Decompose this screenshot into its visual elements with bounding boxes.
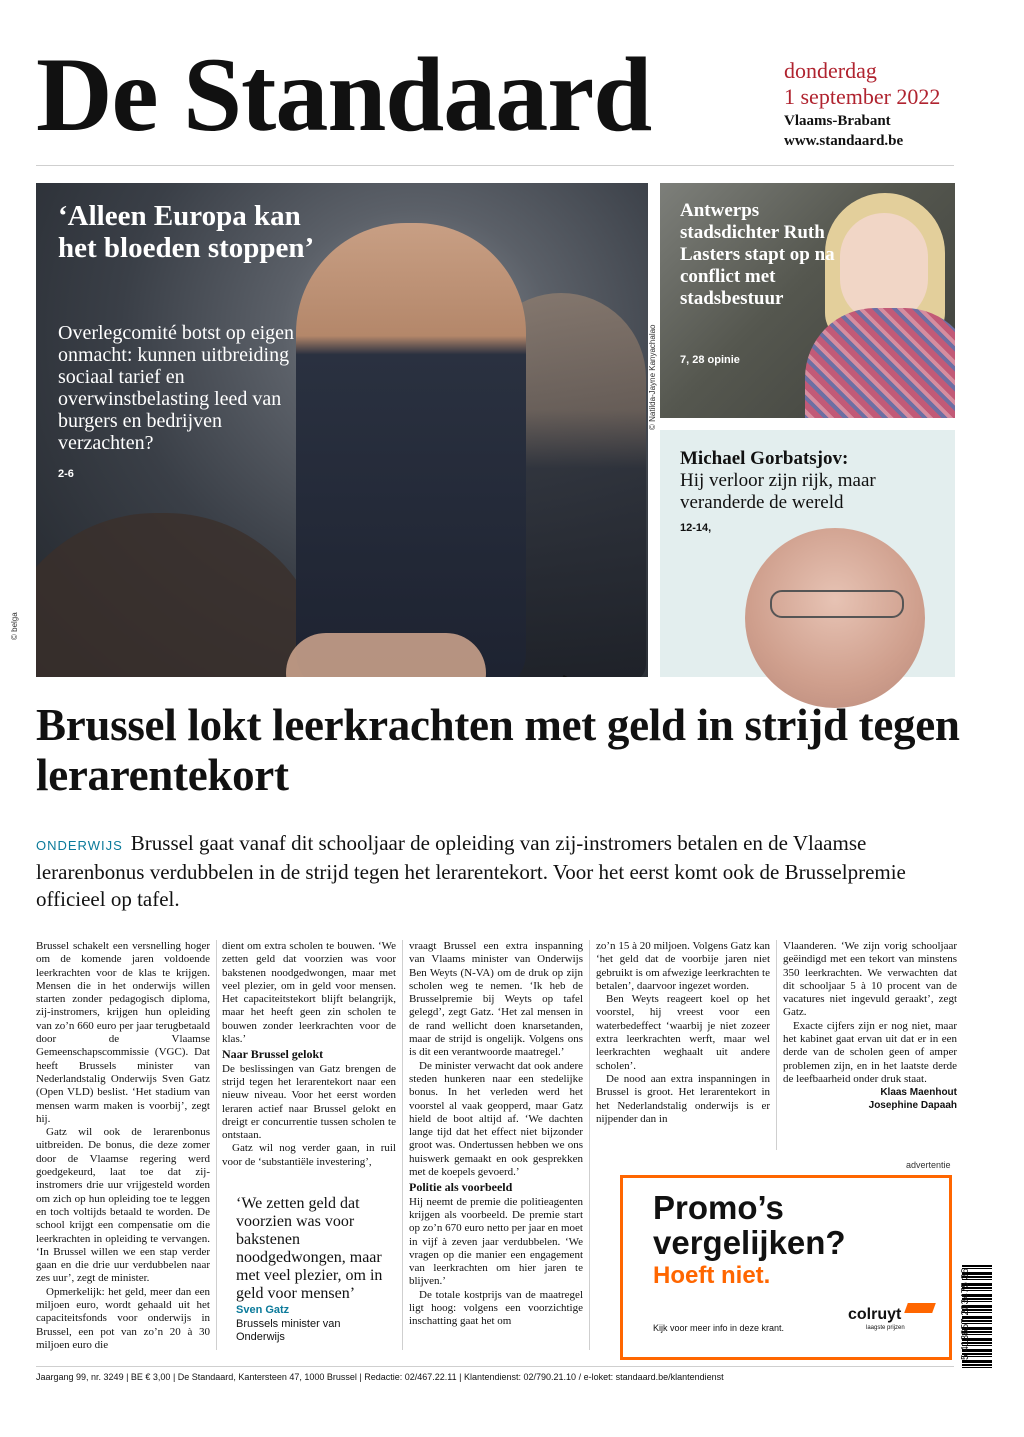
article-paragraph: De beslissingen van Gatz brengen de strijd tegen het lerarentekort naar een nieuw niveau. Voor het eerst worden leraren actief naar Brussel gelokt en dreigt er concurrentie tussen scholen te ontstaan. bbox=[222, 1062, 396, 1142]
pull-quote-role: Brussels minister van Onderwijs bbox=[236, 1318, 341, 1343]
advert-headline: Promo’s vergelijken? bbox=[653, 1189, 846, 1261]
pull-quote-name: Sven Gatz bbox=[236, 1304, 290, 1316]
masthead-day: donderdag bbox=[784, 58, 877, 83]
article-paragraph: Opmerkelijk: het geld, meer dan een miljoen euro, wordt gehaald uit het capaciteitsfonds voor onderwijs in Brussel, een pot van zo’n 20 à 30 miljoen euro die bbox=[36, 1285, 210, 1351]
footer-info: Jaargang 99, nr. 3249 | BE € 3,00 | De Standaard, Kantersteen 47, 1000 Brussel | Redactie: 02/467.22.11 | Klantendienst: 02/790.21.10 / e-loket: standaard.be/klantendienst bbox=[36, 1372, 724, 1382]
advert-label: advertentie bbox=[906, 1160, 951, 1170]
side-story-1-photo-credit: © Natilda-Jayne Kanyachalao bbox=[648, 324, 657, 430]
column-divider bbox=[216, 940, 217, 1350]
column-divider bbox=[402, 940, 403, 1350]
article-paragraph: Brussel schakelt een versnelling hoger om de komende jaren voldoende leerkrachten voor de klas te krijgen. Mensen die in het onderwijs willen starten zonder pedagogisch diploma, zij-instromers, krijgen hun opleiding van zo’n 660 euro per jaar terugbetaald door de Vlaamse Gemeenschapscommissie (VGC). Dat heeft Brussels minister van Nederlandstalig Onderwijs Sven Gatz (Open VLD) beslist. ‘Het stadium van mensen warm maken is voorbij’, zegt hij. bbox=[36, 940, 210, 1125]
side-story-2-photo bbox=[745, 528, 925, 708]
author-name: Klaas Maenhout bbox=[880, 1087, 957, 1099]
article-paragraph: Hij neemt de premie die politieagenten krijgen als voorbeeld. De premie start op zo’n 670 euro netto per jaar en moet in vijf à zeven jaar verdubbelen. ‘We vragen op die manier een engagement van leerkrachten om hier jaren te blijven.’ bbox=[409, 1195, 583, 1288]
photo-hands bbox=[286, 633, 486, 677]
column-divider bbox=[776, 940, 777, 1150]
masthead-region: Vlaams-Brabant bbox=[784, 113, 891, 129]
lead-story-pages: 2-6 bbox=[58, 468, 74, 480]
side-story-2-pages: 12-14, bbox=[680, 522, 712, 534]
main-intro bbox=[36, 830, 976, 913]
photo-figure-main bbox=[296, 223, 526, 677]
photo-figure-foreground bbox=[36, 513, 326, 677]
section-tag: ONDERWIJS bbox=[36, 838, 123, 853]
article-paragraph: dient om extra scholen te bouwen. ‘We zetten geld dat voorzien was voor bakstenen noodgedwongen, maar met veel plezier, om in geld voor mensen. Het capaciteitstekort blijft belangrijk, maar het heeft geen zin scholen te bouwen zonder leerkrachten voor de klas.’ bbox=[222, 940, 396, 1046]
article-paragraph: De minister verwacht dat ook andere steden hunkeren naar een stedelijke bonus. In het verleden werd het voorstel al vaak geopperd, maar Gatz hield de boot altijd af. ‘We dachten lange tijd dat het effect niet bijzonder groot was. Ondertussen hebben we ons huiswerk gemaakt en ook gesprekken met de koepels gevoerd.’ bbox=[409, 1059, 583, 1179]
article-column-4 bbox=[596, 940, 770, 1126]
masthead-title: De Standaard bbox=[36, 36, 652, 153]
article-paragraph: De totale kostprijs van de maatregel ligt hoog: volgens een voorzichtige inschatting gaat het om bbox=[409, 1288, 583, 1328]
article-column-1 bbox=[36, 940, 210, 1352]
barcode-number: 5 413657 203475 36 bbox=[960, 1268, 971, 1360]
article-subheading: Naar Brussel gelokt bbox=[222, 1047, 324, 1062]
colruyt-logo-mark-icon bbox=[904, 1303, 936, 1313]
advert-footnote: Kijk voor meer info in deze krant. bbox=[653, 1323, 785, 1333]
advert-tagline: Hoeft niet. bbox=[653, 1262, 771, 1289]
lead-story-summary: Overlegcomité botst op eigen onmacht: kunnen uitbreiding sociaal tarief en overwinstbelasting leed van burgers en bedrijven verzachten? bbox=[58, 322, 295, 454]
article-column-5 bbox=[783, 940, 957, 1112]
article-paragraph: Exacte cijfers zijn er nog niet, maar het kabinet gaat ervan uit dat er in een derde van de scholen geen of amper problemen zijn, en in het laatste derde de leefbaarheid onder druk staat. bbox=[783, 1019, 957, 1085]
article-column-2 bbox=[222, 940, 396, 1169]
photo-glasses bbox=[770, 590, 904, 618]
masthead-rule bbox=[36, 165, 954, 166]
advert-brand: colruyt bbox=[848, 1306, 902, 1323]
article-paragraph: Ben Weyts reageert koel op het voorstel, hij vreest voor een waterbedeffect ‘waarbij je niet zozeer extra leerkrachten werft, maar wel leerkrachten weghaalt uit andere scholen’. bbox=[596, 993, 770, 1072]
column-divider bbox=[589, 940, 590, 1350]
footer-rule bbox=[36, 1366, 954, 1367]
masthead-date: 1 september 2022 bbox=[784, 84, 941, 109]
author-name: Josephine Dapaah bbox=[868, 1100, 957, 1112]
advert-brand-sub: laagste prijzen bbox=[866, 1325, 905, 1331]
article-column-3 bbox=[409, 940, 583, 1329]
photo-face bbox=[840, 213, 928, 323]
side-story-1-title[interactable]: Antwerps stadsdichter Ruth Lasters stapt op na conflict met stadsbestuur bbox=[680, 200, 835, 309]
side-story-2-subtitle: Hij verloor zijn rijk, maar veranderde de wereld bbox=[680, 470, 876, 513]
article-paragraph: De nood aan extra inspanningen in Brussel is groot. Het lerarentekort in het Nederlandstalig onderwijs is er nijpender dan in bbox=[596, 1072, 770, 1125]
article-paragraph: Gatz wil ook de lerarenbonus uitbreiden. De bonus, die deze zomer door de Vlaamse regering werd goedgekeurd, laat toe dat zij-instromers drie uur vrijgesteld worden om zich op hun opleiding toe te leggen en toch voltijds betaald te worden. De school krijgt een compensatie om die leerkrachten in opleiding te vervangen. ‘In Brussel willen we een stap verder gaan en die drie uur verdubbelen naar zes uur’, zegt de minister. bbox=[36, 1126, 210, 1285]
article-paragraph: Vlaanderen. ‘We zijn vorig schooljaar geëindigd met een tekort van minstens 350 leerkrachten. We verwachten dat dit schooljaar 5 à 10 procent van de vacatures niet ingevuld geraakt’, zegt Gatz. bbox=[783, 940, 957, 1019]
lead-photo-credit: © belga bbox=[10, 612, 19, 640]
article-paragraph: Gatz wil nog verder gaan, in ruil voor de ‘substantiële investering’, bbox=[222, 1142, 396, 1168]
main-headline[interactable]: Brussel lokt leerkrachten met geld in strijd tegen lerarentekort bbox=[36, 700, 960, 800]
lead-story-title[interactable]: ‘Alleen Europa kan het bloeden stoppen’ bbox=[58, 200, 315, 264]
side-story-2-name[interactable]: Michael Gorbatsjov: bbox=[680, 448, 849, 469]
masthead-url[interactable]: www.standaard.be bbox=[784, 133, 904, 149]
article-paragraph: zo’n 15 à 20 miljoen. Volgens Gatz kan ‘het geld dat de voorbije jaren niet gebruikt is om afwezige leerkrachten te betalen’, daarvoor ingezet worden. bbox=[596, 940, 770, 992]
intro-text: Brussel gaat vanaf dit schooljaar de opleiding van zij-instromers betalen en de Vlaamse lerarenbonus verdubbelen in de strijd tegen het lerarentekort. Voor het eerst komt ook de Brusselpremie officieel op tafel. bbox=[36, 831, 906, 911]
pull-quote: ‘We zetten geld dat voorzien was voor bakstenen noodgedwongen, maar met veel plezier, om in geld voor mensen’ bbox=[236, 1195, 383, 1302]
article-paragraph: vraagt Brussel een extra inspanning van Vlaams minister van Onderwijs Ben Weyts (N-VA) om de druk op zijn scholen weg te nemen. ‘Ik heb de Brusselpremie bij Weyts op tafel gelegd’, zegt Gatz. ‘Het zal mensen in de rand wellicht doen knarsetanden, maar de strijd is ongelijk. Volgens ons is dit een verantwoorde maatregel.’ bbox=[409, 940, 583, 1059]
article-subheading: Politie als voorbeeld bbox=[409, 1180, 513, 1195]
side-story-1-pages: 7, 28 opinie bbox=[680, 354, 740, 366]
